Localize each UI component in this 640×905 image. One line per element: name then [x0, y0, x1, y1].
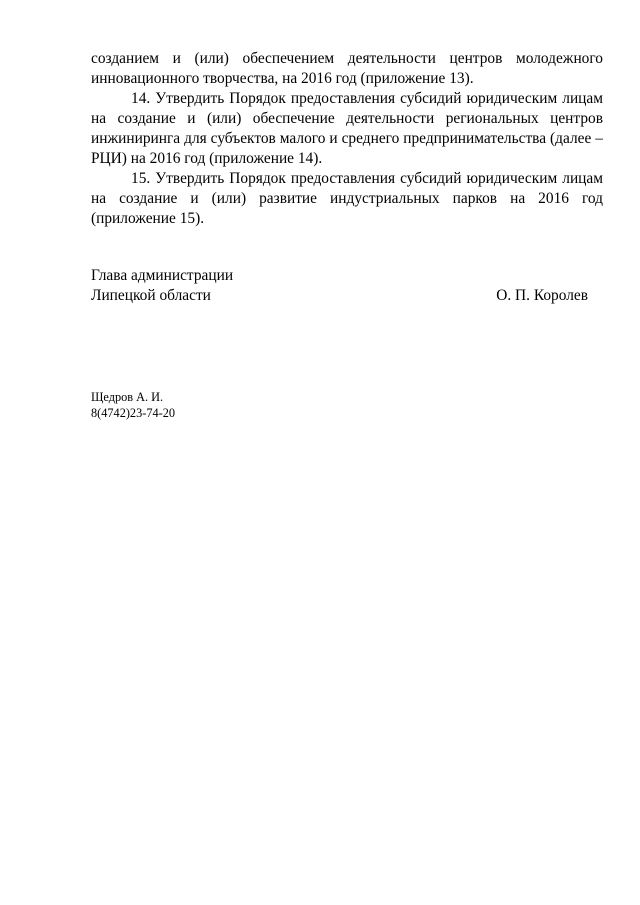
signature-block: [91, 266, 603, 306]
paragraph-continuation: созданием и (или) обеспечением деятельности центров молодежного инновационного творчества, на 2016 год (приложение 13).: [91, 50, 603, 87]
signatory-title-line-1: Глава администрации: [91, 267, 234, 284]
signatory-title-line-2: Липецкой области: [91, 287, 211, 304]
signatory-name: О. П. Королев: [496, 287, 588, 304]
document-body: [91, 49, 603, 229]
paragraph-item-15: 15. Утвердить Порядок предоставления субсидий юридическим лицам на создание и (или) развитие индустриальных парков на 2016 год (приложение 15).: [91, 170, 603, 227]
executor-name: Щедров А. И.: [91, 390, 164, 404]
executor-phone: 8(4742)23-74-20: [91, 406, 176, 420]
paragraph-item-14: 14. Утвердить Порядок предоставления субсидий юридическим лицам на создание и (или) обеспечение деятельности региональных центров инжиниринга для субъектов малого и среднего предпринимательства (далее – РЦИ) на 2016 год (приложение 14).: [91, 90, 603, 167]
executor-block: [91, 389, 175, 421]
signature-row: [91, 286, 603, 306]
